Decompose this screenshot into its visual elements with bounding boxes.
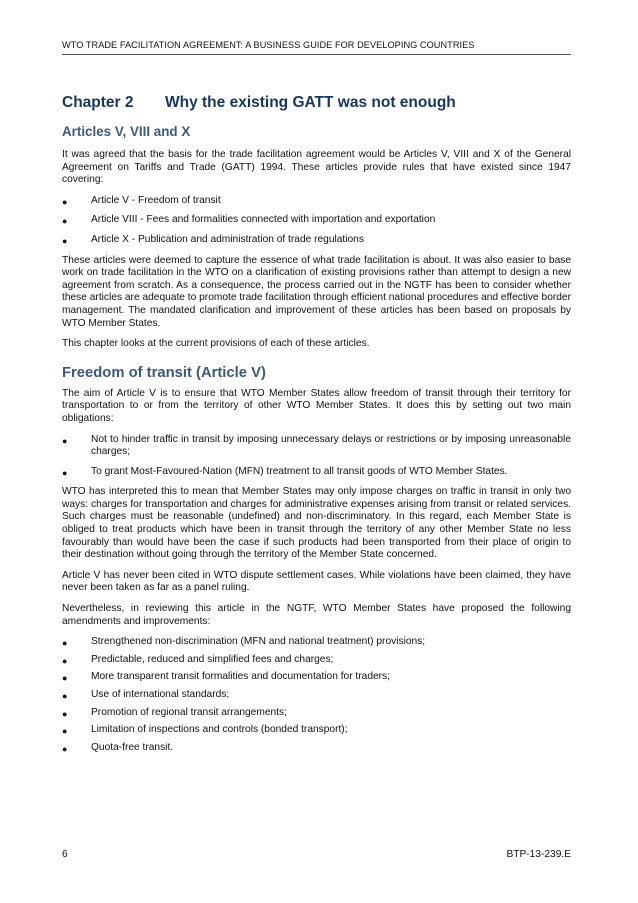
bullet-icon: ● [62, 691, 68, 701]
list-item: ● Limitation of inspections and controls (bonded transport); [62, 724, 348, 737]
list-item: ● Not to hinder traffic in transit by imposing unnecessary delays or restrictions or by imposing unreasonable charges; [62, 433, 571, 458]
bullet-icon: ● [62, 655, 68, 666]
list-item: ● Article V - Freedom of transit [62, 194, 221, 207]
section-heading-freedom-of-transit: Freedom of transit (Article V) [62, 364, 266, 381]
chapter-heading [62, 94, 571, 112]
bullet-icon: ● [62, 235, 68, 246]
paragraph-articles-intro: It was agreed that the basis for the trade facilitation agreement would be Articles V, VIII and X of the General Agreement on Tariffs and Trade (GATT) 1994. These articles provide rules that have existed since 1947 covering: [62, 149, 571, 186]
list-item: ● Promotion of regional transit arrangements; [62, 706, 287, 719]
list-item: ● Strengthened non-discrimination (MFN and national treatment) provisions; [62, 636, 426, 649]
page-footer [62, 849, 571, 860]
page-number: 6 [62, 849, 68, 860]
list-item: ● Article X - Publication and administration of trade regulations [62, 233, 364, 246]
obligations-list [62, 434, 571, 479]
running-header: WTO TRADE FACILITATION AGREEMENT: A BUSINESS GUIDE FOR DEVELOPING COUNTRIES [62, 40, 571, 55]
list-item: ● To grant Most-Favoured-Nation (MFN) treatment to all transit goods of WTO Member States. [62, 465, 508, 478]
bullet-icon: ● [62, 638, 68, 649]
list-item: ● More transparent transit formalities and documentation for traders; [62, 671, 390, 684]
bullet-icon: ● [62, 435, 68, 446]
bullet-icon: ● [62, 673, 68, 684]
document-code: BTP-13-239.E [506, 849, 571, 860]
paragraph-articles-rationale: These articles were deemed to capture the essence of what trade facilitation is about. It was also easier to base work on trade facilitation in the WTO on a clarification of existing provisions rather than attempt to design a new agreement from scratch. As a consequence, the process carried out in the NGTF has been to consider whether these articles are adequate to promote trade facilitation through efficient national procedures and effective border management. The mandated clarification and improvement of these articles has been based on proposals by WTO Member States. [62, 254, 571, 329]
paragraph-dispute-settlement: Article V has never been cited in WTO dispute settlement cases. While violations have been claimed, they have never been taken as far as a panel ruling. [62, 569, 571, 594]
document-page [62, 0, 571, 903]
main-content [62, 124, 571, 754]
list-item: ● Article VIII - Fees and formalities connected with importation and exportation [62, 214, 436, 227]
paragraph-transit-charges: WTO has interpreted this to mean that Member States may only impose charges on traffic in transit in only two ways: charges for transportation and charges for administrative expenses arising from transit or related services. Such charges must be reasonable (undefined) and non-discriminatory. In this regard, each Member State is obliged to treat products which have been in transit through the territory of any other Member State no less favourably than would have been the case if such products had been transported from their place of origin to their destination without going through the territory of the Member State concerned. [62, 486, 571, 561]
articles-list [62, 195, 571, 247]
proposals-list [62, 636, 571, 754]
bullet-icon: ● [62, 467, 68, 478]
paragraph-transit-intro: The aim of Article V is to ensure that WTO Member States allow freedom of transit through their territory for transportation to or from the territory of other WTO Member States. It does this by setting out two main obligations: [62, 387, 571, 424]
bullet-icon: ● [62, 743, 68, 754]
section-heading-articles: Articles V, VIII and X [62, 124, 191, 139]
paragraph-ngtf-review: Nevertheless, in reviewing this article in the NGTF, WTO Member States have proposed the following amendments and improvements: [62, 603, 571, 627]
list-item: ● Quota-free transit. [62, 741, 174, 754]
chapter-title: Why the existing GATT was not enough [165, 94, 456, 111]
bullet-icon: ● [62, 708, 68, 719]
bullet-icon: ● [62, 196, 68, 207]
list-item: ● Predictable, reduced and simplified fees and charges; [62, 653, 334, 666]
chapter-number: Chapter 2 [62, 94, 134, 111]
paragraph-chapter-scope: This chapter looks at the current provisions of each of these articles. [62, 338, 370, 350]
bullet-icon: ● [62, 726, 68, 737]
bullet-icon: ● [62, 216, 68, 227]
list-item: ● Use of international standards; [62, 689, 230, 701]
